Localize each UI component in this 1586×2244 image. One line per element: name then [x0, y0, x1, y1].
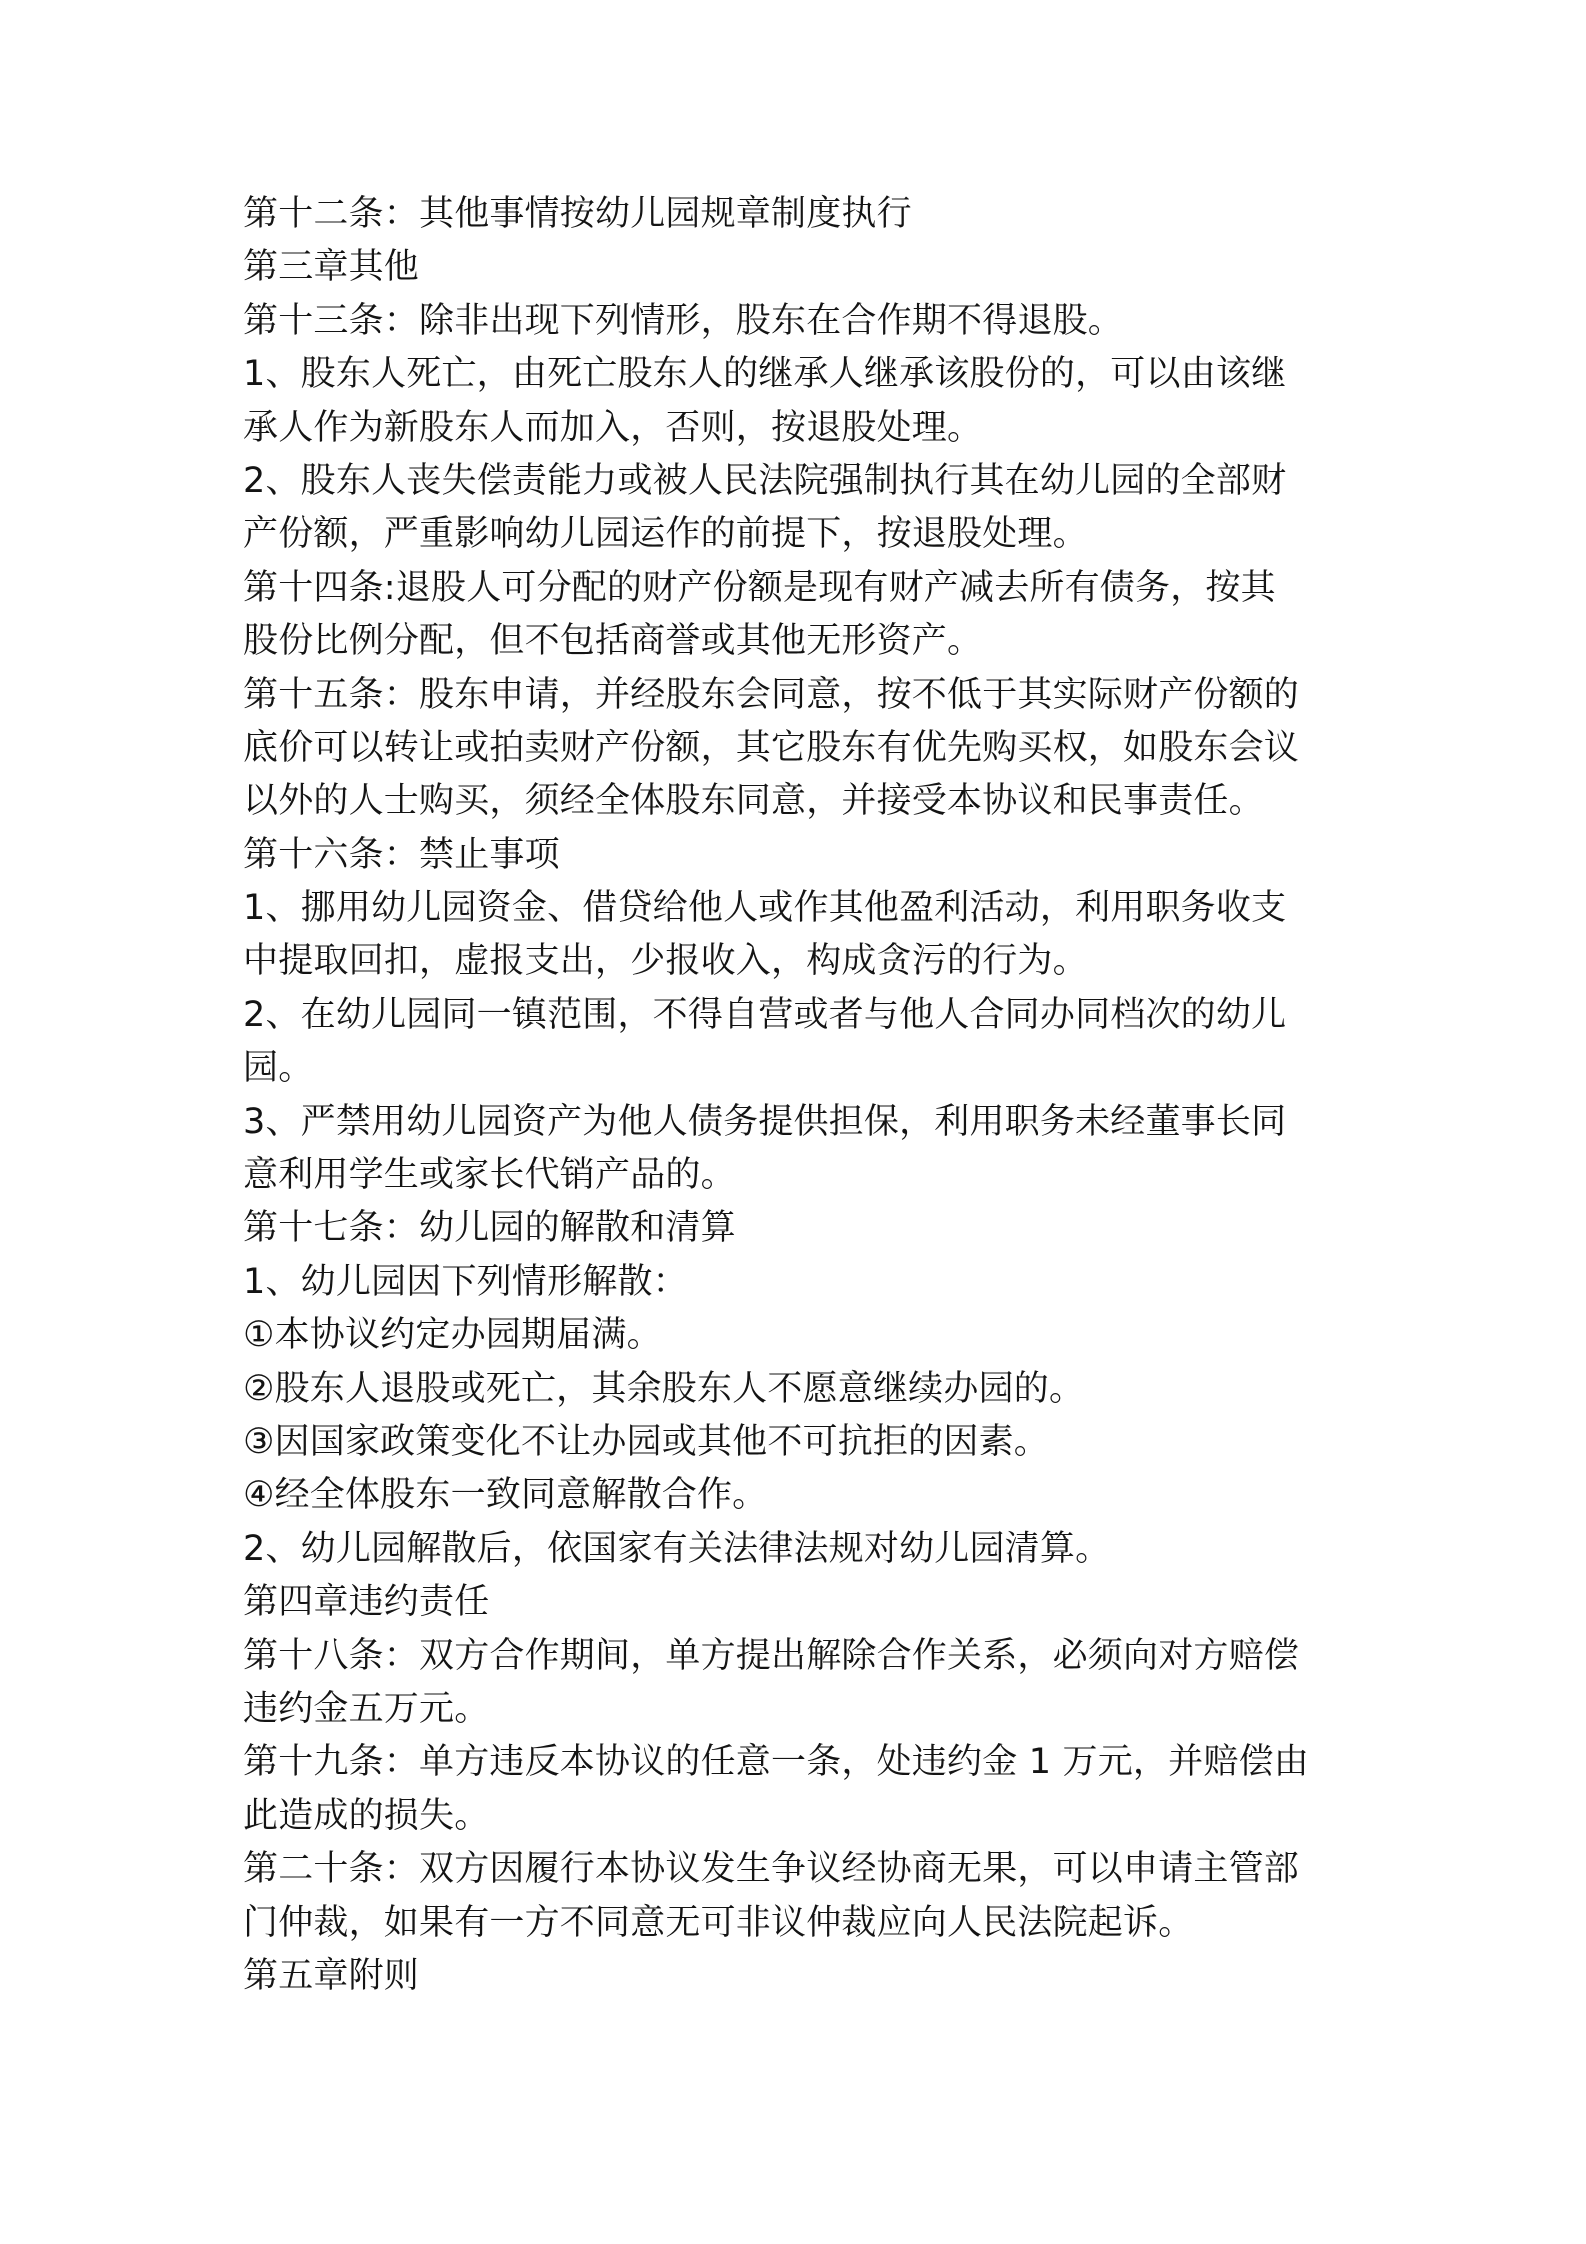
- text-line: 产份额，严重影响幼儿园运作的前提下，按退股处理。: [243, 514, 1088, 555]
- text-line: 第二十条：双方因履行本协议发生争议经协商无果，可以申请主管部: [243, 1849, 1300, 1890]
- chapter-heading: 第三章其他: [243, 247, 420, 288]
- text-line: 3、严禁用幼儿园资产为他人债务提供担保，利用职务未经董事长同: [243, 1101, 1287, 1142]
- text-line: 第十二条：其他事情按幼儿园规章制度执行: [243, 194, 912, 234]
- text-line: 第十三条：除非出现下列情形，股东在合作期不得退股。: [243, 300, 1124, 341]
- text-line: 2、幼儿园解散后，依国家有关法律法规对幼儿园清算。: [243, 1528, 1111, 1569]
- text-line: 违约金五万元。: [243, 1688, 490, 1729]
- text-line: 1、股东人死亡，由死亡股东人的继承人继承该股份的，可以由该继: [243, 354, 1287, 395]
- document-body: [243, 188, 1358, 2003]
- text-line: 第十六条：禁止事项: [243, 834, 560, 875]
- text-line: 底价可以转让或拍卖财产份额，其它股东有优先购买权，如股东会议: [243, 727, 1300, 768]
- text-line: 第十四条:退股人可分配的财产份额是现有财产减去所有债务，按其: [243, 567, 1276, 608]
- list-item: ②股东人退股或死亡，其余股东人不愿意继续办园的。: [243, 1368, 1085, 1409]
- list-item: ③因国家政策变化不让办园或其他不可抗拒的因素。: [243, 1421, 1049, 1462]
- text-line: 意利用学生或家长代销产品的。: [243, 1155, 736, 1196]
- text-line: 股份比例分配，但不包括商誉或其他无形资产。: [243, 621, 983, 662]
- text-line: 1、幼儿园因下列情形解散：: [243, 1261, 688, 1302]
- text-line: 此造成的损失。: [243, 1795, 490, 1836]
- list-item: ④经全体股东一致同意解散合作。: [243, 1475, 768, 1516]
- text-line: 中提取回扣，虚报支出，少报收入，构成贪污的行为。: [243, 941, 1088, 982]
- text-line: 第十五条：股东申请，并经股东会同意，按不低于其实际财产份额的: [243, 674, 1300, 715]
- text-line: 第十七条：幼儿园的解散和清算: [243, 1208, 736, 1249]
- text-line: 门仲裁，如果有一方不同意无可非议仲裁应向人民法院起诉。: [243, 1902, 1194, 1943]
- text-line: 2、在幼儿园同一镇范围，不得自营或者与他人合同办同档次的幼儿: [243, 994, 1287, 1035]
- text-line: 第十八条：双方合作期间，单方提出解除合作关系，必须向对方赔偿: [243, 1635, 1300, 1676]
- list-item: ①本协议约定办园期届满。: [243, 1315, 662, 1356]
- chapter-heading: 第四章违约责任: [243, 1582, 490, 1623]
- text-line: 承人作为新股东人而加入，否则，按退股处理。: [243, 407, 983, 448]
- text-line: 1、挪用幼儿园资金、借贷给他人或作其他盈利活动，利用职务收支: [243, 888, 1287, 929]
- text-line: 2、股东人丧失偿责能力或被人民法院强制执行其在幼儿园的全部财: [243, 460, 1287, 501]
- text-line: 以外的人士购买，须经全体股东同意，并接受本协议和民事责任。: [243, 781, 1264, 822]
- text-line: 第十九条：单方违反本协议的任意一条，处违约金 1 万元，并赔偿由: [243, 1742, 1309, 1783]
- chapter-heading: 第五章附则: [243, 1955, 420, 1996]
- text-line: 园。: [243, 1048, 314, 1089]
